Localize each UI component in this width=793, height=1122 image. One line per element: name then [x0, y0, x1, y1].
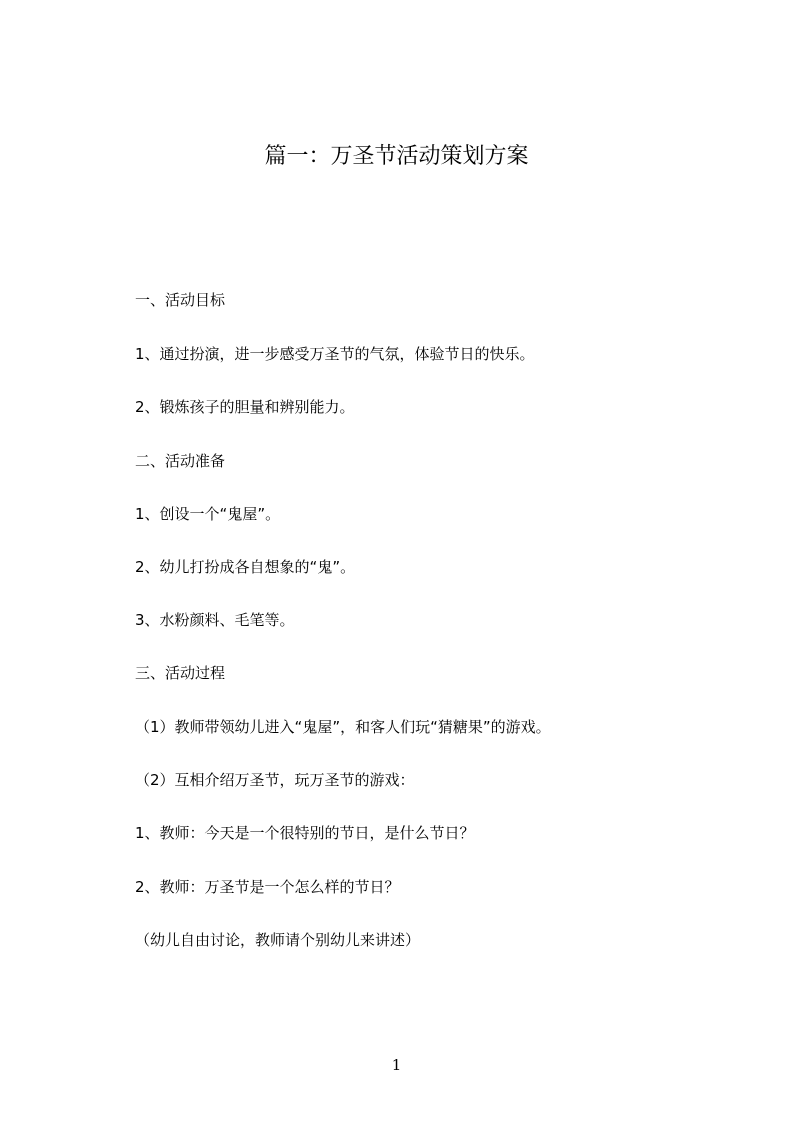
paragraph: （幼儿自由讨论，教师请个别幼儿来讲述） — [135, 931, 421, 949]
paragraph: （1）教师带领幼儿进入“鬼屋”，和客人们玩“猜糖果”的游戏。 — [135, 718, 551, 736]
paragraph: 2、锻炼孩子的胆量和辨别能力。 — [135, 398, 355, 416]
paragraph: 1、创设一个“鬼屋”。 — [135, 505, 281, 523]
paragraph: （2）互相介绍万圣节，玩万圣节的游戏： — [135, 771, 415, 789]
paragraph: 2、教师：万圣节是一个怎么样的节日？ — [135, 878, 400, 896]
document-title: 篇一：万圣节活动策划方案 — [264, 144, 529, 169]
paragraph: 3、水粉颜料、毛笔等。 — [135, 611, 295, 629]
paragraph: 1、通过扮演，进一步感受万圣节的气氛，体验节日的快乐。 — [135, 345, 535, 363]
section-heading-process: 三、活动过程 — [135, 664, 226, 682]
section-heading-preparation: 二、活动准备 — [135, 452, 226, 470]
paragraph: 2、幼儿打扮成各自想象的“鬼”。 — [135, 558, 356, 576]
section-heading-goals: 一、活动目标 — [135, 291, 226, 309]
page-number: 1 — [391, 1056, 402, 1074]
paragraph: 1、教师：今天是一个很特别的节日，是什么节日？ — [135, 824, 475, 842]
